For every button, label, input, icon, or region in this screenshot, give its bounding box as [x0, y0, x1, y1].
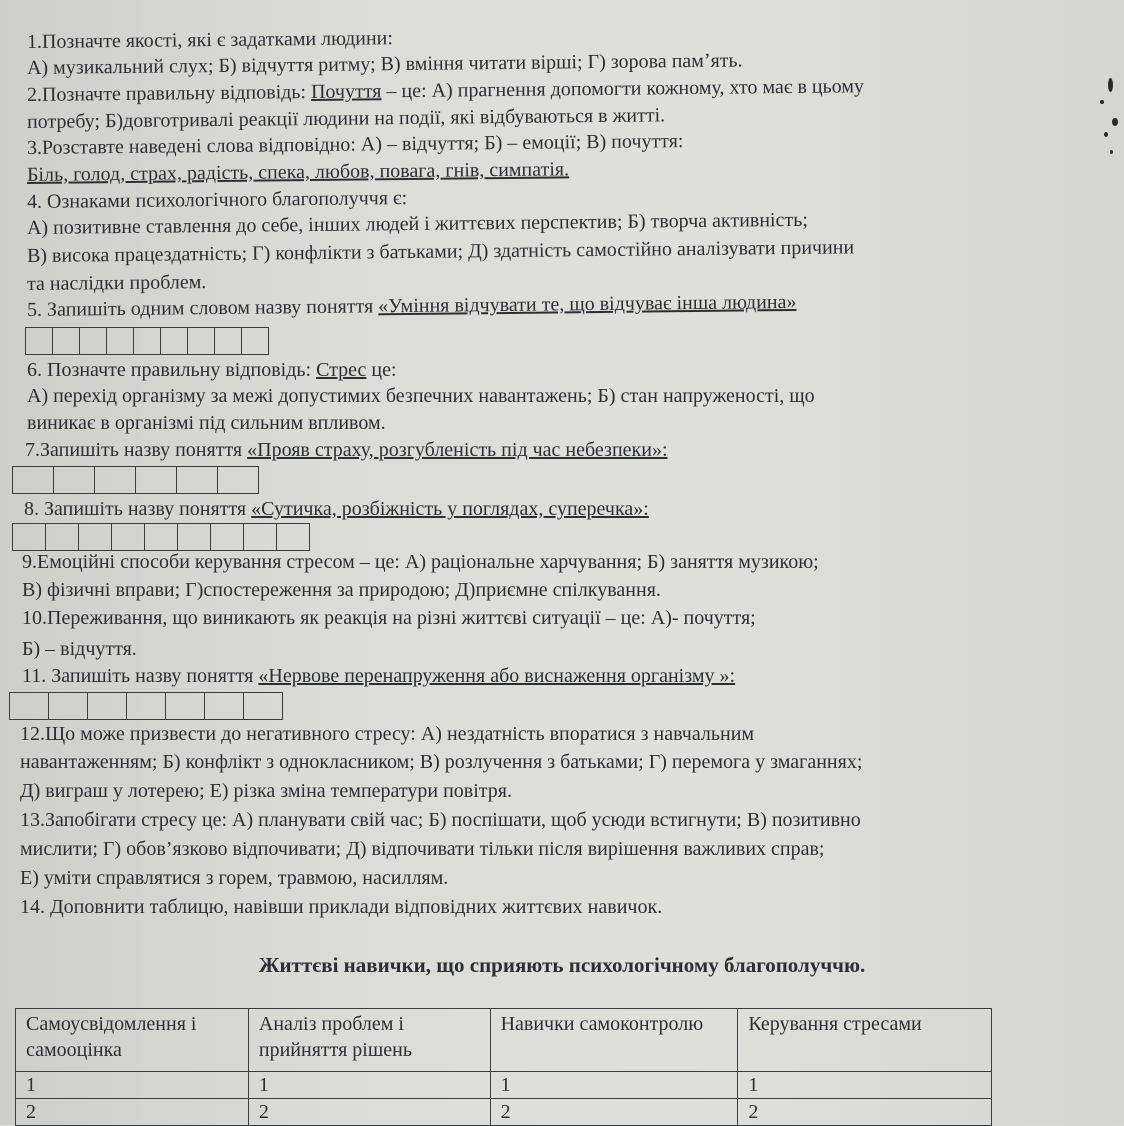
q11-question: 11. Запишіть назву поняття «Нервове перенапруження або виснаження організму »: — [22, 665, 736, 687]
ink-speck — [1104, 132, 1108, 137]
q1-question: 1.Позначте якості, які є задатками людини: — [26, 27, 393, 53]
q11-concept: «Нервове перенапруження або виснаження організму »: — [258, 665, 736, 687]
table-row — [16, 1072, 992, 1099]
life-skills-table — [15, 1008, 992, 1126]
q4-line1: А) позитивне ставлення до себе, інших людей і життєвих перспектив; Б) творча активність; — [26, 208, 808, 239]
q9-line1: 9.Емоційні способи керування стресом – це: А) раціональне харчування; Б) заняття музикою; — [22, 551, 819, 573]
q8-question: 8. Запишіть назву поняття «Сутичка, розбіжність у поглядах, суперечка»: — [24, 498, 649, 520]
q4-line3: та наслідки проблем. — [26, 271, 207, 295]
q7-question: 7.Запишіть назву поняття «Прояв страху, розгубленість під час небезпеки»: — [25, 439, 668, 461]
q1-options: А) музикальний слух; Б) відчуття ритму; В) вміння читати вірші; Г) зорова пам’ять. — [26, 49, 743, 79]
table-header-cell: Навички самоконтролю — [490, 1009, 738, 1072]
q11-answer-boxes[interactable] — [10, 692, 283, 720]
table-cell[interactable]: 2 — [248, 1099, 490, 1126]
ink-speck — [1108, 78, 1113, 92]
q8-answer-boxes[interactable] — [13, 523, 310, 551]
q6-question: 6. Позначте правильну відповідь: Стрес це: — [27, 359, 397, 381]
q7-concept: «Прояв страху, розгубленість під час небезпеки»: — [247, 439, 668, 461]
table-cell[interactable]: 2 — [490, 1099, 738, 1126]
q10-line1: 10.Переживання, що виникають як реакція на різні життєві ситуації – це: А)- почуття; — [22, 607, 756, 629]
q9-line2: В) фізичні вправи; Г)спостереження за природою; Д)приємне спілкування. — [22, 579, 661, 601]
table-cell[interactable]: 2 — [738, 1099, 992, 1126]
q3-question: 3.Розставте наведені слова відповідно: А) – відчуття; Б) – емоції; В) почуття: — [26, 130, 684, 159]
q13-line3: Е) уміти справлятися з горем, травмою, насиллям. — [20, 867, 449, 889]
q8-concept: «Сутичка, розбіжність у поглядах, суперечка»: — [251, 498, 649, 520]
q5-concept: «Уміння відчувати те, що відчуває інша людина» — [378, 290, 797, 318]
q2-question: 2.Позначте правильну відповідь: Почуття – це: А) прагнення допомогти кожному, хто має в цьому — [26, 75, 865, 106]
q13-line1: 13.Запобігати стресу це: А) планувати свій час; Б) поспішати, щоб усюди встигнути; В) позитивно — [20, 809, 861, 831]
table-cell[interactable]: 2 — [16, 1099, 249, 1126]
q13-line2: мислити; Г) обов’язково відпочивати; Д) відпочивати тільки після вирішення важливих справ; — [20, 838, 825, 860]
ink-speck — [1110, 150, 1113, 154]
table-cell[interactable]: 1 — [248, 1072, 490, 1099]
q6-line1: А) перехід організму за межі допустимих безпечних навантажень; Б) стан напруженості, що — [27, 385, 815, 407]
q12-line2: навантаженням; Б) конфлікт з однокласником; В) розлучення з батьками; Г) перемога у змаганнях; — [20, 751, 863, 773]
ink-speck — [1100, 100, 1104, 104]
q2-term: Почуття — [310, 80, 382, 104]
q5-answer-boxes[interactable] — [26, 327, 269, 355]
q6-line2: виникає в організмі під сильним впливом. — [27, 412, 386, 434]
table-header-row — [16, 1009, 992, 1072]
q2-continuation: потребу; Б)довготривалі реакції людини на події, які відбуваються в житті. — [26, 104, 666, 133]
table-cell[interactable]: 1 — [738, 1072, 992, 1099]
q3-words: Біль, голод, страх, радість, спека, любов, повага, гнів, симпатія. — [26, 158, 570, 186]
q10-line2: Б) – відчуття. — [22, 638, 137, 660]
table-cell[interactable]: 1 — [16, 1072, 249, 1099]
q14-question: 14. Доповнити таблицю, навівши приклади відповідних життєвих навичок. — [20, 896, 663, 918]
q4-line2: В) висока працездатність; Г) конфлікти з батьками; Д) здатність самостійно аналізувати причини — [26, 236, 855, 267]
ink-speck — [1112, 118, 1118, 126]
table-header-cell: Самоусвідомлення і самооцінка — [16, 1009, 249, 1072]
q4-question: 4. Ознаками психологічного благополуччя є: — [26, 187, 408, 213]
q6-term: Стрес — [316, 359, 367, 381]
q5-question: 5. Запишіть одним словом назву поняття «Уміння відчувати те, що відчуває інша людина» — [26, 290, 797, 321]
q12-line3: Д) виграш у лотерею; Е) різка зміна температури повітря. — [20, 780, 512, 802]
table-header-cell: Аналіз проблем і прийняття рішень — [248, 1009, 490, 1072]
q12-line1: 12.Що може призвести до негативного стресу: А) нездатність впоратися з навчальним — [20, 723, 755, 745]
table-cell[interactable]: 1 — [490, 1072, 738, 1099]
table-title: Життєві навички, що сприяють психологічному благополуччю. — [258, 953, 866, 977]
table-row — [16, 1099, 992, 1126]
table-header-cell: Керування стресами — [738, 1009, 992, 1072]
q7-answer-boxes[interactable] — [13, 466, 259, 494]
